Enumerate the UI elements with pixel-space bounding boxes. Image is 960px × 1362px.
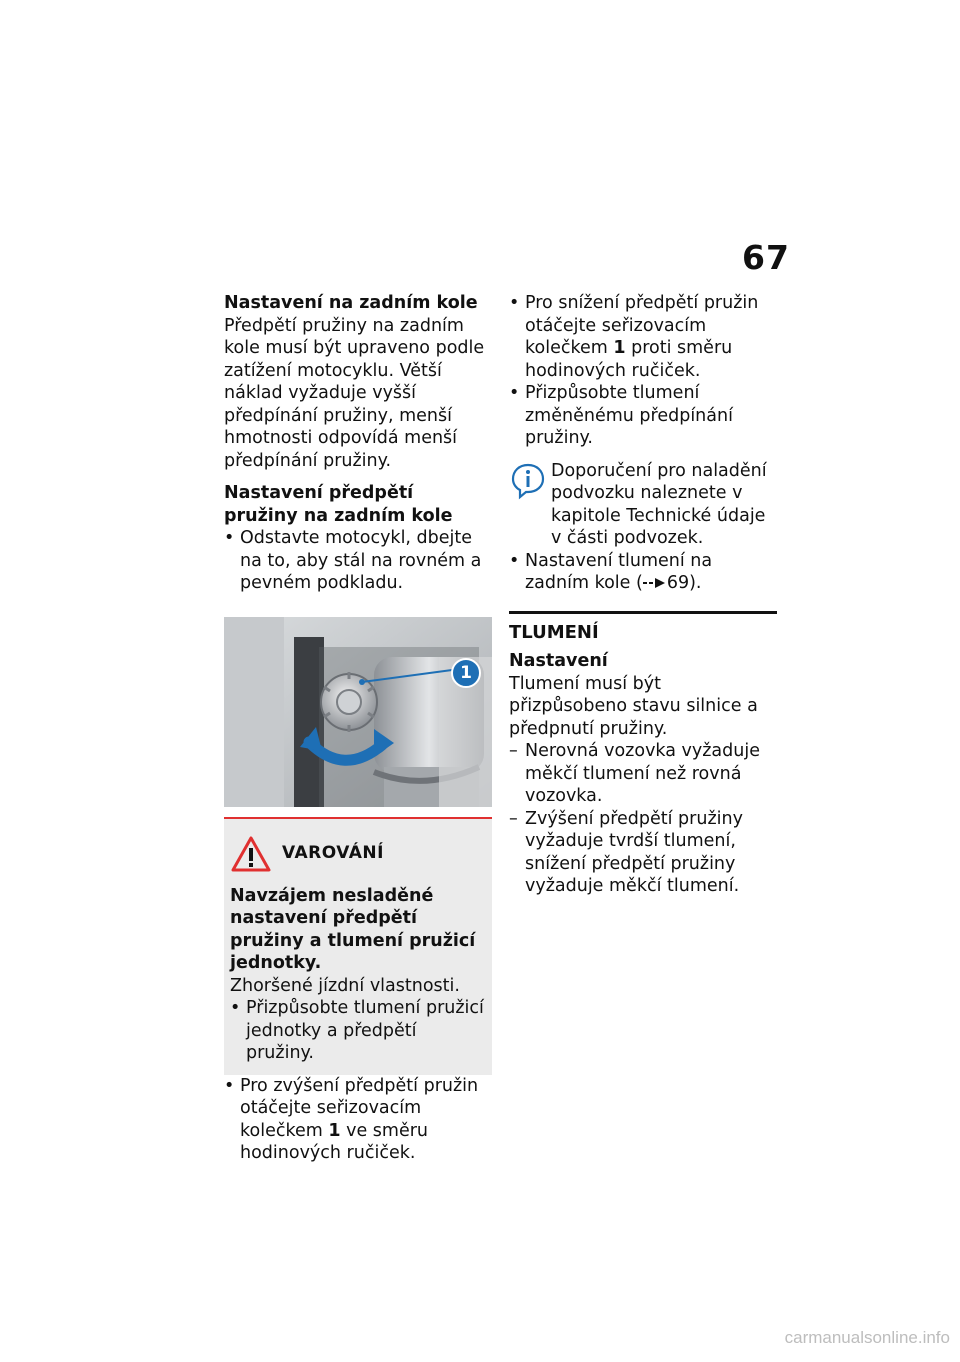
reference-1: 1	[328, 1120, 341, 1141]
warning-bold-text: Navzájem nesladěné nastavení předpětí pružiny a tlumení pružicí jednotky.	[230, 885, 476, 973]
bullet-increase-preload	[224, 1075, 492, 1165]
paragraph-preload-intro: Předpětí pružiny na zadním kole musí být upraveno podle zatížení motocyklu. Větší náklad vyžaduje vyšší předpínání pružiny, menší hmotnosti odpovídá menší předpínání pružiny.	[224, 315, 485, 471]
bullet-decrease-preload	[509, 292, 777, 382]
shock-adjuster-figure	[224, 617, 492, 807]
footer-watermark: carmanualsonline.info	[784, 1328, 950, 1347]
shock-absorber-photo	[224, 617, 492, 807]
heading-setting: Nastavení	[509, 651, 608, 671]
warning-header	[230, 833, 486, 875]
warning-bullet: • Přizpůsobte tlumení pružicí jednotky a předpětí pružiny.	[230, 997, 486, 1065]
heading-rear-wheel-setting: Nastavení na zadním kole	[224, 293, 478, 313]
reference-1: 1	[613, 338, 626, 358]
page-number: 67	[742, 238, 790, 277]
bullet-park-motorcycle: • Odstavte motocykl, dbejte na to, aby stál na rovném a pevném podkladu.	[224, 527, 492, 595]
warning-triangle-icon	[230, 835, 272, 873]
left-column	[224, 292, 492, 1165]
text: ).	[689, 573, 702, 593]
callout-1: 1	[451, 658, 481, 688]
text: ve směru hodinových ručiček.	[240, 1120, 429, 1163]
page-reference-arrow-icon	[643, 577, 667, 589]
paragraph-damping: Tlumení musí být přizpůsobeno stavu silnice a předpnutí pružiny.	[509, 673, 758, 739]
text: proti směru hodinových ručiček.	[525, 338, 733, 381]
dash-item-preload-damping: – Zvýšení předpětí pružiny vyžaduje tvrdší tlumení, snížení předpětí pružiny vyžaduje měkčí tlumení.	[509, 808, 777, 898]
warning-consequence: Zhoršené jízdní vlastnosti.	[230, 975, 460, 996]
tip-text: Doporučení pro naladění podvozku naleznete v kapitole Technické údaje v části podvozek.	[551, 460, 767, 548]
page-reference-number[interactable]: 69	[666, 573, 690, 593]
dash-item-rough-road: – Nerovná vozovka vyžaduje měkčí tlumení než rovná vozovka.	[509, 740, 777, 808]
info-icon	[509, 462, 547, 500]
heading-rear-preload: Nastavení předpětí pružiny na zadním kole	[224, 483, 453, 526]
text: Nastavení tlumení na zadním kole (	[525, 550, 713, 593]
bullet-damping-reference	[509, 550, 777, 595]
text: Pro snížení předpětí pružin otáčejte seřizovacím kolečkem	[525, 293, 759, 358]
warning-box	[224, 817, 492, 1075]
right-column	[509, 292, 777, 898]
tip-note	[509, 460, 777, 550]
bullet-adjust-damping: • Přizpůsobte tlumení změněnému předpínání pružiny.	[509, 382, 777, 450]
warning-title: VAROVÁNÍ	[282, 843, 384, 864]
text: Pro zvýšení předpětí pružin otáčejte seřizovacím kolečkem	[240, 1075, 479, 1141]
section-title: TLUMENÍ	[509, 621, 599, 643]
section-damping	[509, 611, 777, 898]
